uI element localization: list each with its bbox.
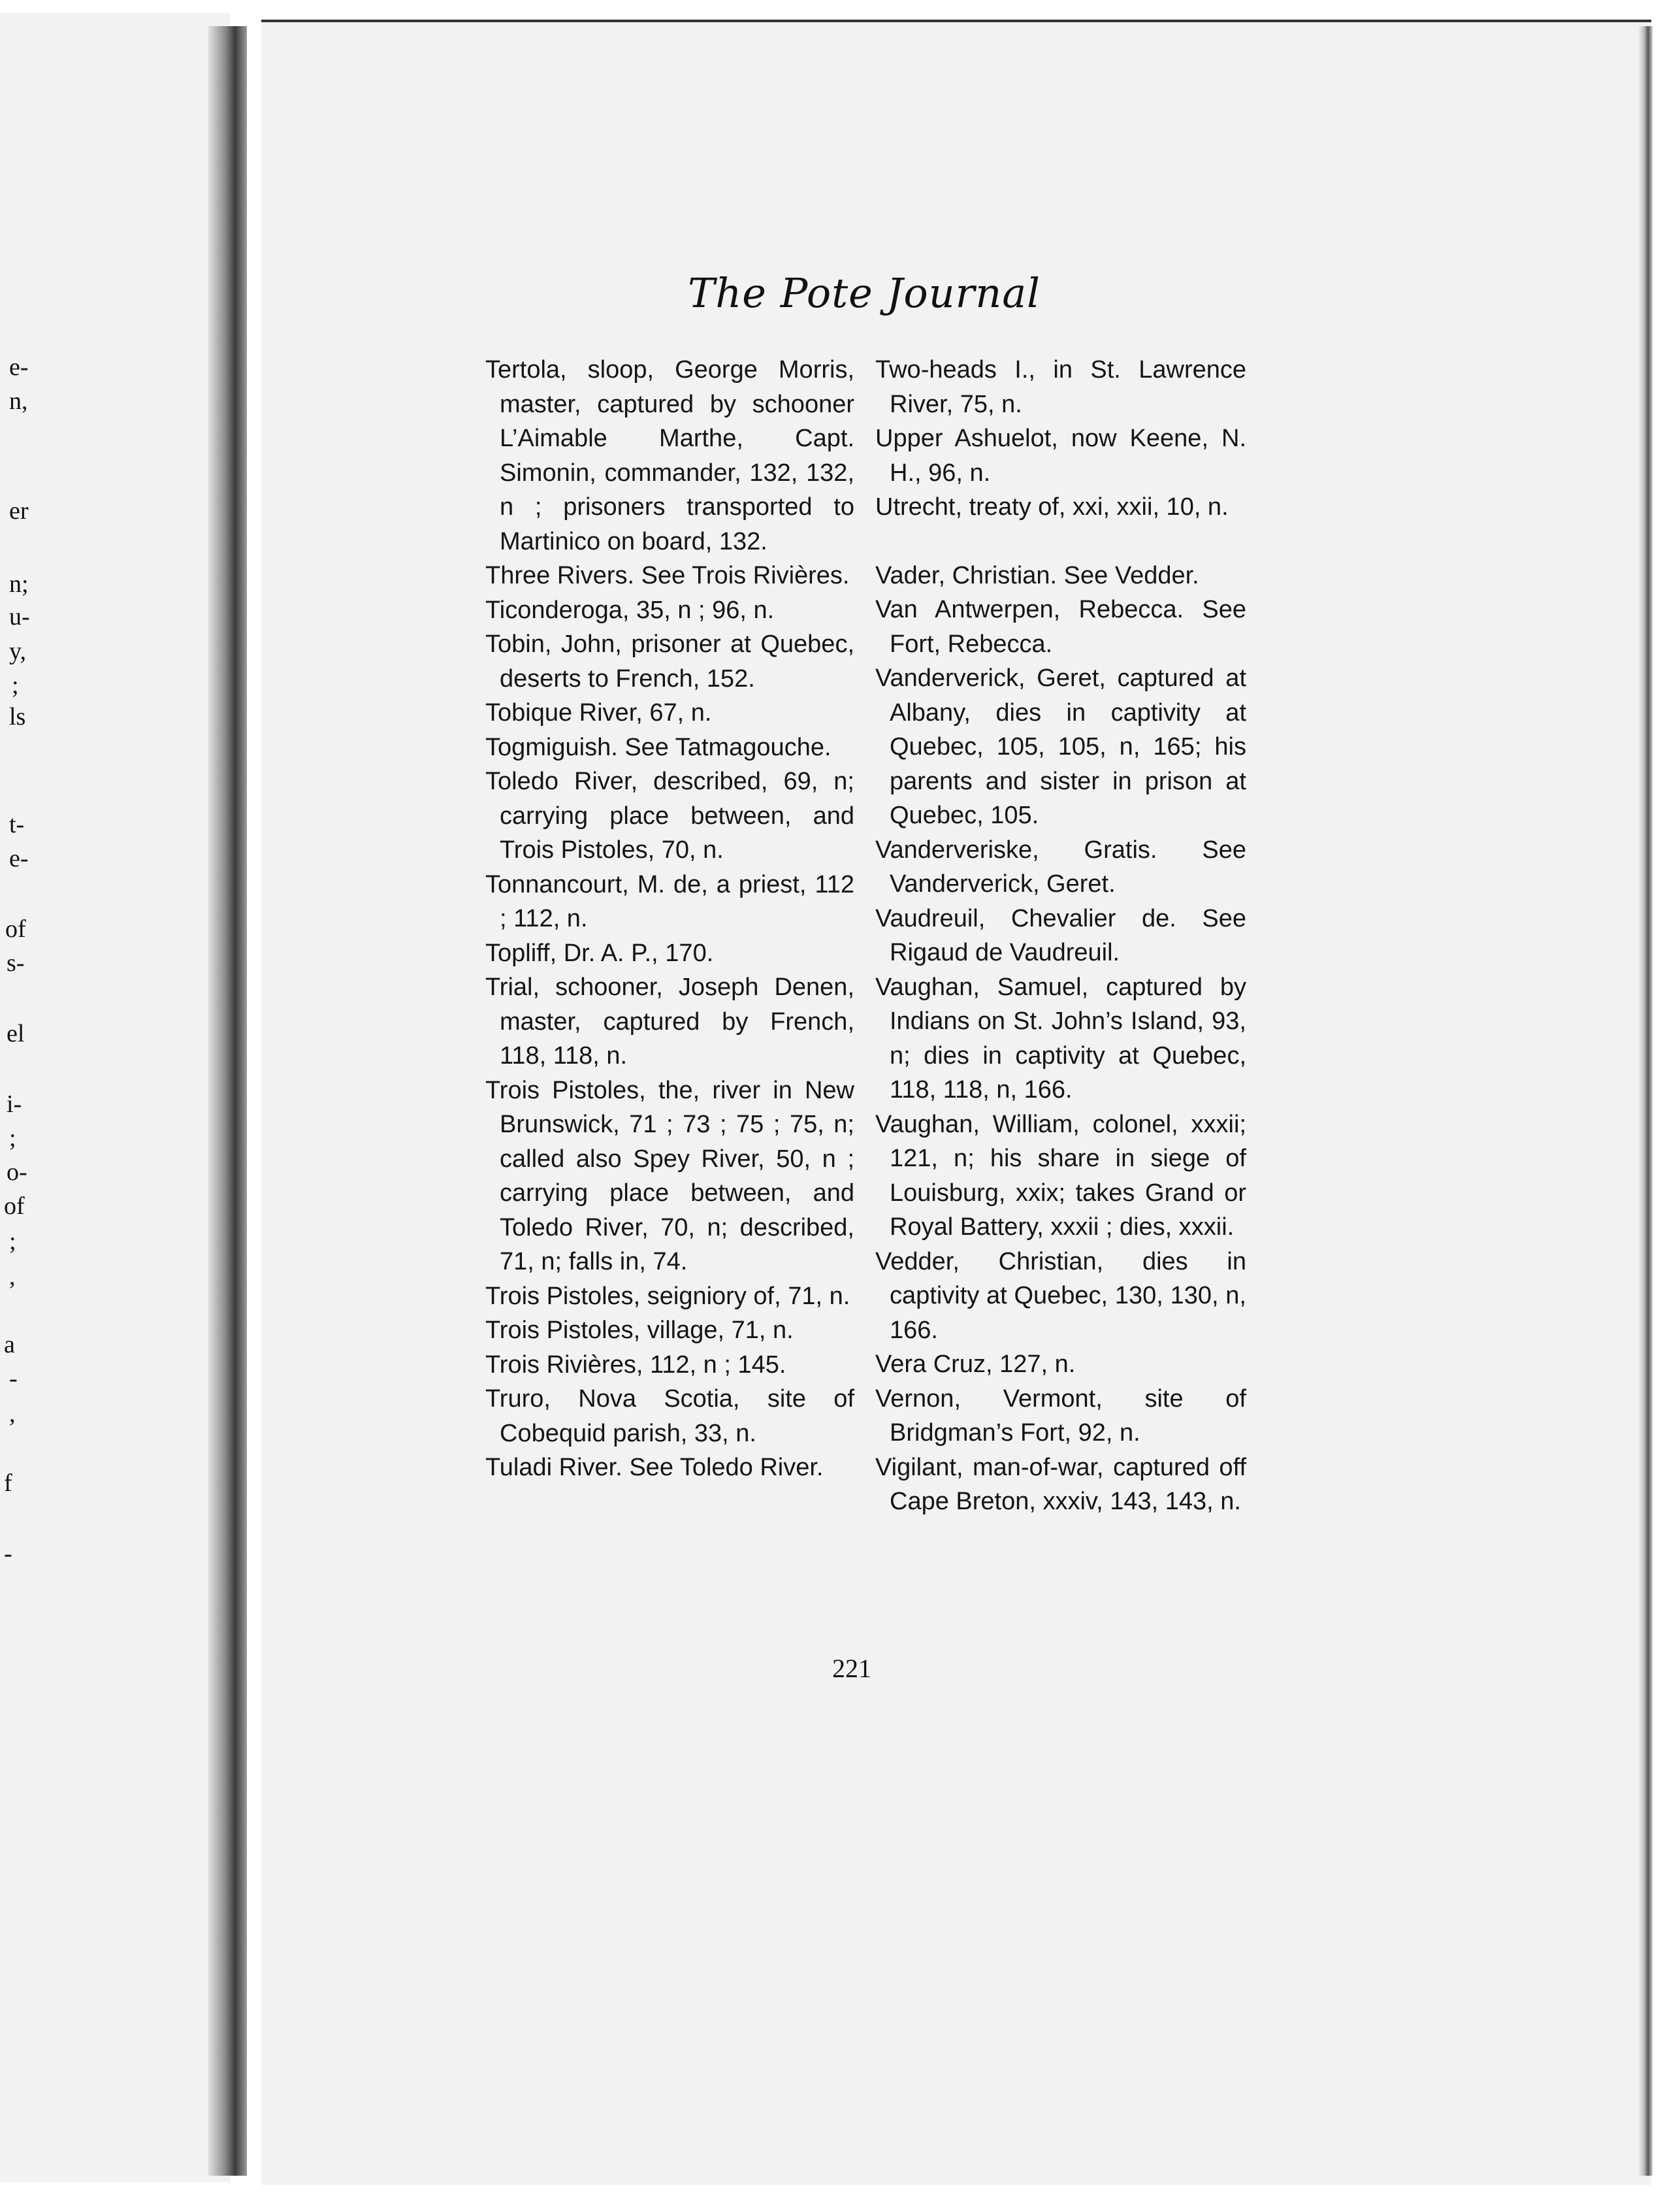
index-entry: Vigilant, man-of-war, captured off Cape Breton, xxxiv, 143, 143, n. [875, 1453, 1246, 1515]
index-entry: Truro, Nova Scotia, site of Cobequid parish, 33, n. [485, 1385, 854, 1447]
previous-page-fragment: ls [9, 703, 26, 730]
page-number-text: 221 [832, 1654, 871, 1683]
index-entry: Toledo River, described, 69, n; carrying place between, and Trois Pistoles, 70, n. [485, 768, 854, 864]
index-entry: Trois Rivières, 112, n ; 145. [485, 1351, 786, 1379]
index-entry: Vedder, Christian, dies in captivity at Quebec, 130, 130, n, 166. [875, 1247, 1246, 1344]
previous-page-fragment: - [9, 1365, 18, 1392]
running-head [0, 269, 1680, 317]
previous-page-fragment: o- [7, 1158, 27, 1186]
index-entry: Ticonderoga, 35, n ; 96, n. [485, 596, 775, 624]
previous-page-fragment: n; [9, 570, 29, 598]
index-entry: Vaughan, Samuel, captured by Indians on St. John’s Island, 93, n; dies in captivity at Quebec, 118, 118, n, 166. [875, 973, 1246, 1104]
previous-page-fragment: el [7, 1020, 25, 1047]
letter-section-break [875, 525, 1246, 559]
page-edge [1638, 26, 1653, 2176]
index-entry: Togmiguish. See Tatmagouche. [485, 733, 832, 761]
previous-page-fragment: ; [9, 1124, 16, 1152]
index-column-right [875, 353, 1246, 1519]
index-entry: Tobique River, 67, n. [485, 699, 712, 727]
previous-page-fragment: - [4, 1540, 12, 1567]
previous-page-fragment: s- [7, 949, 25, 977]
running-head-title: The Pote Journal [687, 269, 1041, 317]
index-entry: Tobin, John, prisoner at Quebec, deserts to French, 152. [485, 631, 854, 693]
previous-page-fragment: of [4, 1192, 25, 1220]
index-entry: Vernon, Vermont, site of Bridgman’s Fort, 92, n. [875, 1384, 1246, 1447]
previous-page-fragment: a [4, 1331, 15, 1358]
previous-page-fragment: e- [9, 353, 29, 381]
book-gutter [208, 26, 247, 2176]
previous-page [0, 13, 230, 2182]
previous-page-fragment: u- [9, 603, 30, 631]
previous-page-fragment: , [9, 1263, 16, 1290]
previous-page-fragment: , [9, 1400, 16, 1428]
index-entry: Three Rivers. See Trois Rivières. [485, 562, 850, 589]
index-entry: Vaughan, William, colonel, xxxii; 121, n; his share in siege of Louisburg, xxix; takes Grand or Royal Battery, xxxii ; dies, xxxii. [875, 1110, 1246, 1241]
previous-page-fragment: e- [9, 845, 29, 872]
index-entry: Vera Cruz, 127, n. [875, 1351, 1076, 1378]
index-entry: Two-heads I., in St. Lawrence River, 75, n. [875, 356, 1246, 418]
index-entry: Topliff, Dr. A. P., 170. [485, 939, 714, 967]
previous-page-fragment: ; [9, 1228, 16, 1255]
previous-page-fragment: n, [9, 387, 28, 415]
previous-page-fragment: t- [9, 811, 25, 838]
page-number [0, 1653, 1680, 1684]
previous-page-fragment: of [5, 915, 26, 943]
index-entry: Vanderveriske, Gratis. See Vanderverick, Geret. [875, 836, 1246, 898]
index-column-left [485, 353, 854, 1485]
index-entry: Vanderverick, Geret, captured at Albany, dies in captivity at Quebec, 105, 105, n, 165; his parents and sister in prison at Quebec, 105. [875, 664, 1246, 829]
previous-page-fragment: i- [7, 1090, 22, 1118]
previous-page-fragment: er [9, 497, 29, 525]
previous-page-fragment: ; [12, 672, 19, 699]
index-entry: Van Antwerpen, Rebecca. See Fort, Rebecca. [875, 596, 1246, 658]
previous-page-fragment: y, [9, 638, 27, 665]
index-entry: Trial, schooner, Joseph Denen, master, captured by French, 118, 118, n. [485, 974, 854, 1070]
index-entry: Upper Ashuelot, now Keene, N. H., 96, n. [875, 425, 1246, 487]
previous-page-fragment: f [4, 1469, 12, 1497]
index-entry: Trois Pistoles, the, river in New Brunswick, 71 ; 73 ; 75 ; 75, n; called also Spey River, 50, n ; carrying place between, and Toledo River, 70, n; described, 71, n; falls in, 74. [485, 1076, 854, 1275]
page-gap [247, 13, 261, 2189]
index-entry: Vader, Christian. See Vedder. [875, 561, 1199, 589]
index-entry: Vaudreuil, Chevalier de. See Rigaud de Vaudreuil. [875, 904, 1246, 966]
index-entry: Utrecht, treaty of, xxi, xxii, 10, n. [875, 493, 1229, 521]
index-entry: Tuladi River. See Toledo River. [485, 1454, 824, 1481]
index-entry: Tertola, sloop, George Morris, master, captured by schooner L’Aimable Marthe, Capt. Simonin, commander, 132, 132, n ; prisoners transported to Martinico on board, 132. [485, 356, 854, 555]
index-entry: Trois Pistoles, village, 71, n. [485, 1317, 794, 1344]
index-entry: Trois Pistoles, seigniory of, 71, n. [485, 1282, 850, 1310]
index-entry: Tonnancourt, M. de, a priest, 112 ; 112, n. [485, 870, 854, 932]
